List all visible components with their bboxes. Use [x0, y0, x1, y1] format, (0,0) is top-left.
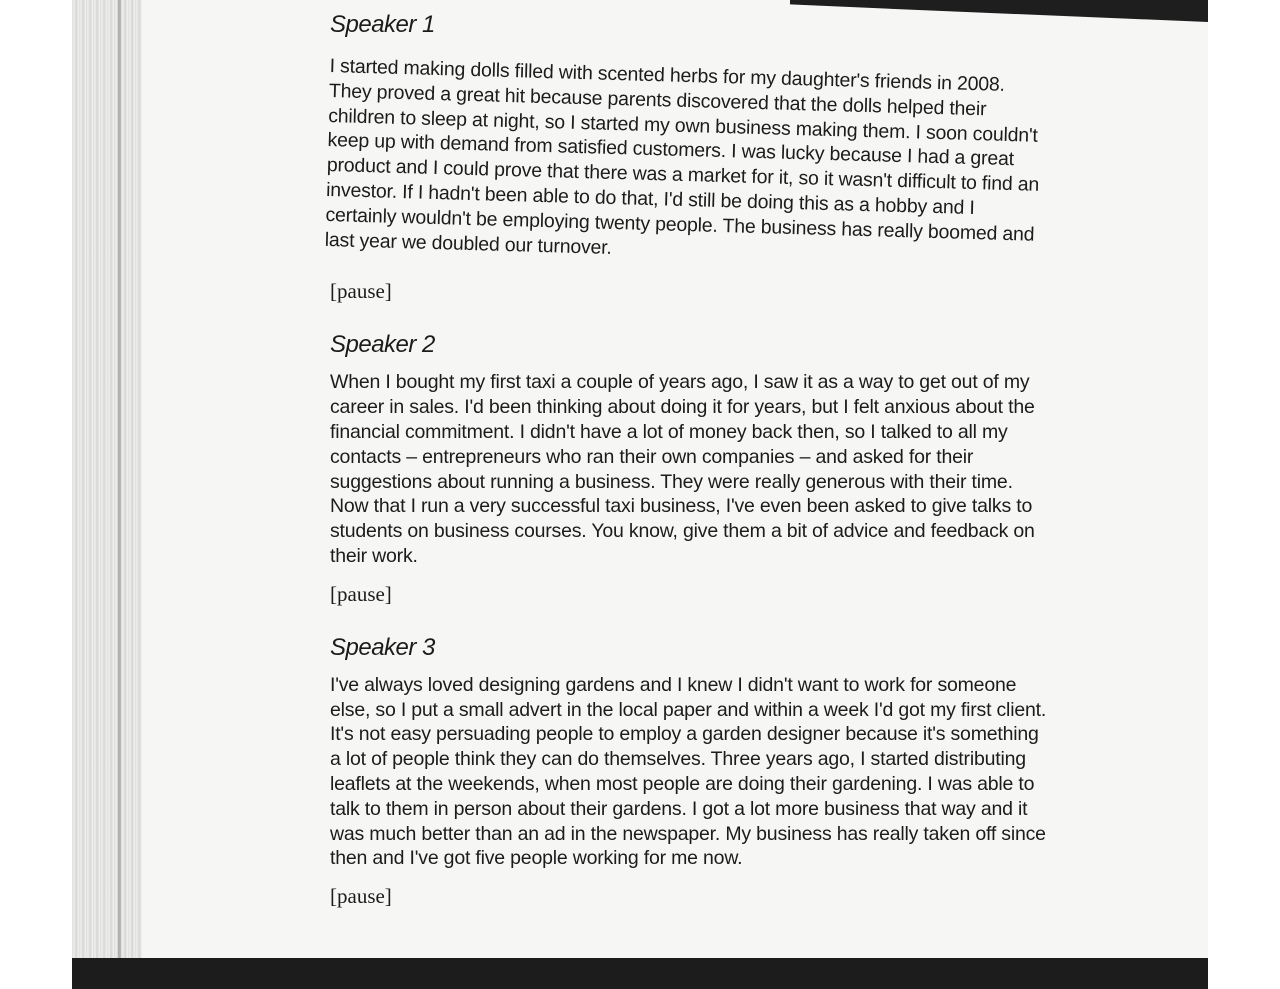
speaker-1-heading: Speaker 1 — [330, 11, 435, 38]
speaker-3-section — [330, 633, 1050, 909]
speaker-3-text: I've always loved designing gardens and I knew I didn't want to work for someone else, so I put a small advert in the local paper and within a week I'd got my first client. It's not easy persuading people to employ a garden designer because it's something a lot of people think they can do themselves. Three years ago, I started distributing leaflets at the weekends, when most people are doing their gardening. I was able to talk to them in person about their gardens. I got a lot more business that way and it was much better than an ad in the newspaper. My business has really taken off since then and I've got five people working for me now. — [330, 673, 1047, 870]
scan-bottom-edge — [72, 958, 1208, 989]
page-binding-shadow — [72, 0, 142, 960]
speaker-3-pause: [pause] — [330, 884, 392, 909]
speaker-2-pause: [pause] — [330, 581, 392, 606]
speaker-1-section — [324, 10, 1050, 304]
transcript — [324, 10, 1050, 909]
speaker-2-heading: Speaker 2 — [330, 331, 435, 359]
binding-fold-line — [118, 0, 121, 960]
speaker-2-section — [330, 330, 1050, 606]
speaker-1-text: I started making dolls filled with scented herbs for my daughter's friends in 2008. They proved a great hit because parents discovered that the dolls helped their children to sleep at night, so I started my own business making them. I soon couldn't keep up with demand from satisfied customers. I was lucky because I had a great product and I could prove that there was a market for it, so it wasn't difficult to find an investor. If I hadn't been able to do that, I'd still be doing this as a hobby and I certainly wouldn't be employing twenty people. The business has really boomed and last year we doubled our turnover. — [324, 54, 1040, 259]
speaker-1-pause: [pause] — [330, 279, 392, 304]
speaker-3-heading: Speaker 3 — [330, 633, 435, 661]
speaker-2-text: When I bought my first taxi a couple of years ago, I saw it as a way to get out of my career in sales. I'd been thinking about doing it for years, but I felt anxious about the financial commitment. I didn't have a lot of money back then, so I talked to all my contacts – entrepreneurs who ran their own companies – and asked for their suggestions about running a business. They were really generous with their time. Now that I run a very successful taxi business, I've even been asked to give talks to students on business courses. You know, give them a bit of advice and feedback on their work. — [330, 371, 1035, 567]
